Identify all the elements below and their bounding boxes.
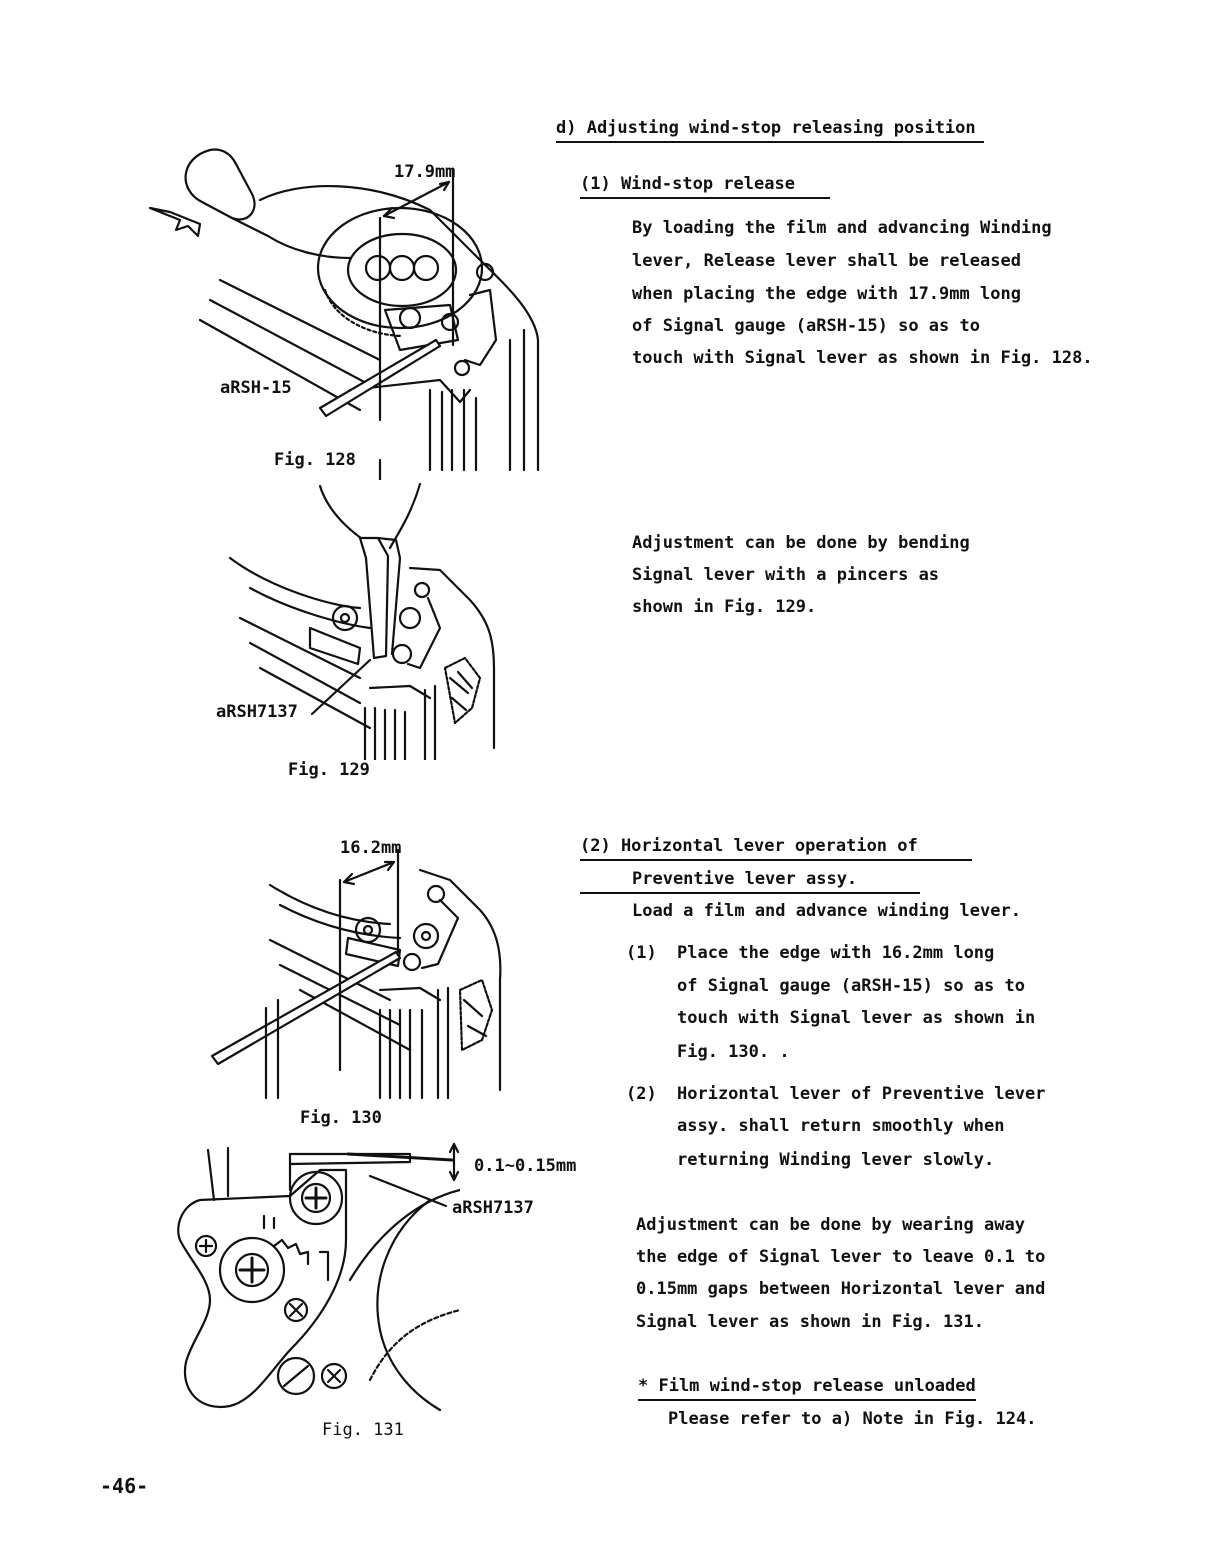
dimension-label: 17.9mm bbox=[394, 162, 456, 182]
note-heading: * Film wind-stop release unloaded bbox=[638, 1376, 976, 1401]
text-line: Fig. 130. . bbox=[677, 1042, 790, 1062]
text-line: lever, Release lever shall be released bbox=[632, 251, 1021, 271]
text-line: touch with Signal lever as shown in Fig. 128. bbox=[632, 348, 1093, 368]
figure-129-caption: Fig. 129 bbox=[288, 760, 370, 780]
text-line: Horizontal lever of Preventive lever bbox=[677, 1084, 1046, 1104]
text-line: the edge of Signal lever to leave 0.1 to bbox=[636, 1247, 1046, 1267]
text-line: returning Winding lever slowly. bbox=[677, 1150, 995, 1170]
figure-131-caption: Fig. 131 bbox=[322, 1420, 404, 1440]
text-line: 0.15mm gaps between Horizontal lever and bbox=[636, 1279, 1046, 1299]
subsection-2-heading-line-2: Preventive lever assy. bbox=[580, 869, 920, 894]
figure-128 bbox=[140, 140, 560, 480]
text-line: of Signal gauge (aRSH-15) so as to bbox=[677, 976, 1025, 996]
section-title: d) Adjusting wind-stop releasing position bbox=[556, 118, 984, 143]
text-line: Place the edge with 16.2mm long bbox=[677, 943, 995, 963]
text-line: when placing the edge with 17.9mm long bbox=[632, 284, 1021, 304]
gap-label: 0.1~0.15mm bbox=[474, 1156, 577, 1176]
page-number: -46- bbox=[100, 1474, 149, 1498]
subsection-2-intro: Load a film and advance winding lever. bbox=[632, 901, 1021, 921]
figure-128-caption: Fig. 128 bbox=[274, 450, 356, 470]
text-line: of Signal gauge (aRSH-15) so as to bbox=[632, 316, 980, 336]
figure-131 bbox=[170, 1140, 577, 1418]
text-line: Adjustment can be done by bending bbox=[632, 533, 970, 553]
subsection-1-heading: (1) Wind-stop release bbox=[580, 174, 830, 199]
part-label: aRSH-15 bbox=[220, 378, 292, 398]
text-line: assy. shall return smoothly when bbox=[677, 1116, 1005, 1136]
text-line: touch with Signal lever as shown in bbox=[677, 1008, 1036, 1028]
text-line: shown in Fig. 129. bbox=[632, 597, 817, 617]
subsection-2-heading: (2) Horizontal lever operation of bbox=[580, 836, 972, 861]
text-line: By loading the film and advancing Winding bbox=[632, 218, 1052, 238]
step-number: (2) bbox=[626, 1084, 657, 1104]
note-text: Please refer to a) Note in Fig. 124. bbox=[668, 1409, 1037, 1429]
figure-130 bbox=[200, 840, 510, 1102]
dimension-label: 16.2mm bbox=[340, 838, 402, 858]
part-label: aRSH7137 bbox=[216, 702, 298, 722]
text-line: Signal lever as shown in Fig. 131. bbox=[636, 1312, 984, 1332]
text-line: Adjustment can be done by wearing away bbox=[636, 1215, 1025, 1235]
part-label: aRSH7137 bbox=[452, 1198, 534, 1218]
figure-130-caption: Fig. 130 bbox=[300, 1108, 382, 1128]
text-line: Signal lever with a pincers as bbox=[632, 565, 940, 585]
step-number: (1) bbox=[626, 943, 657, 963]
figure-129 bbox=[210, 478, 500, 760]
